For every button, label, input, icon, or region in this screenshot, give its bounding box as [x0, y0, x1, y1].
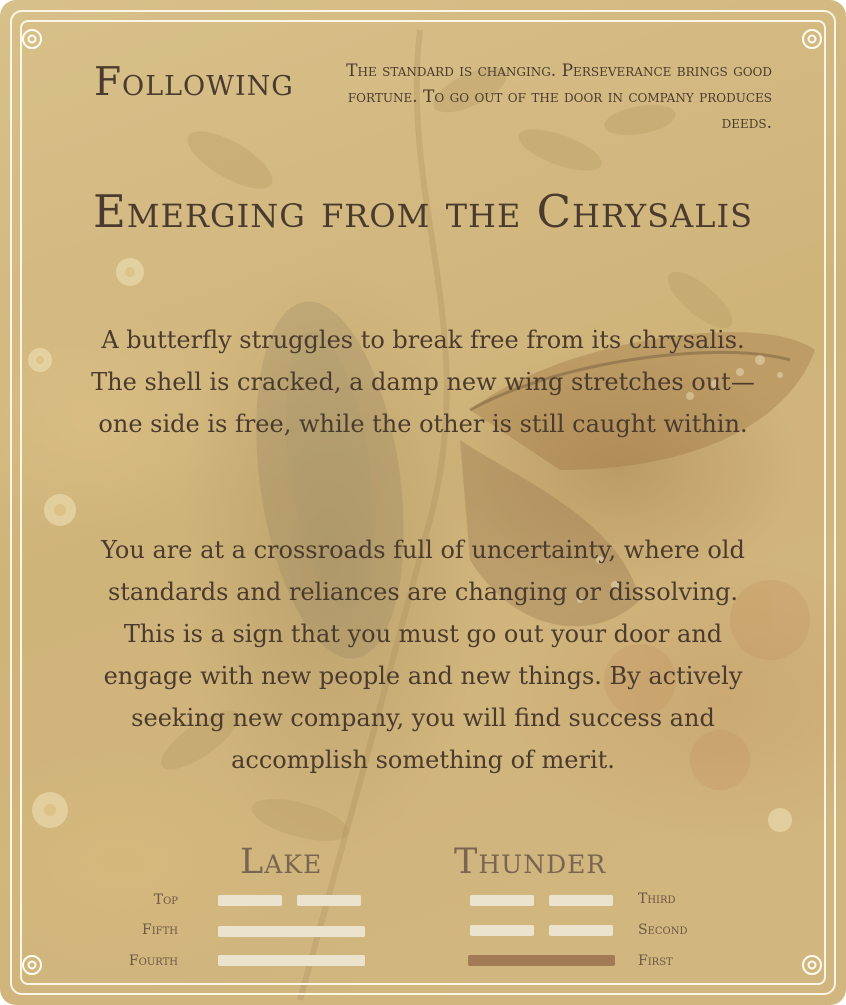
line-label-top: Top: [153, 892, 178, 908]
top-line-right-segment: [297, 895, 361, 906]
fifth-line: [218, 926, 365, 937]
line-label-third: Third: [638, 891, 676, 907]
corner-ornament-icon: [19, 952, 45, 978]
second-line-left-segment: [470, 925, 534, 936]
line-label-fourth: Fourth: [128, 953, 178, 969]
third-line-right-segment: [549, 895, 613, 906]
line-label-first: First: [638, 953, 673, 969]
hexagram-judgment: The standard is changing. Perseverance brings good fortune. To go out of the door in company produces deeds.: [346, 61, 772, 133]
fourth-line: [218, 955, 365, 966]
upper-trigram-name: Lake: [240, 842, 323, 882]
card-title: Emerging from the Chrysalis: [92, 185, 754, 238]
third-line-left-segment: [470, 895, 534, 906]
corner-ornament-icon: [19, 26, 45, 52]
corner-ornament-icon: [799, 26, 825, 52]
description-paragraph: A butterfly struggles to break free from its chrysalis. The shell is cracked, a damp new wing stretches out—one side is free, while the other is still caught within.: [91, 326, 755, 438]
second-line-right-segment: [549, 925, 613, 936]
hexagram-name: Following: [94, 60, 294, 105]
top-line-left-segment: [218, 895, 282, 906]
line-label-second: Second: [638, 922, 688, 938]
line-label-fifth: Fifth: [142, 922, 178, 938]
lower-trigram-name: Thunder: [454, 842, 607, 882]
first-line-changing: [468, 955, 615, 966]
corner-ornament-icon: [799, 952, 825, 978]
inner-frame: [20, 20, 826, 985]
interpretation-paragraph: You are at a crossroads full of uncertainty, where old standards and reliances are changing or dissolving. This is a sign that you must go out your door and engage with new people and new things. By actively seeking new company, you will find success and accomplish something of merit.: [101, 536, 745, 774]
